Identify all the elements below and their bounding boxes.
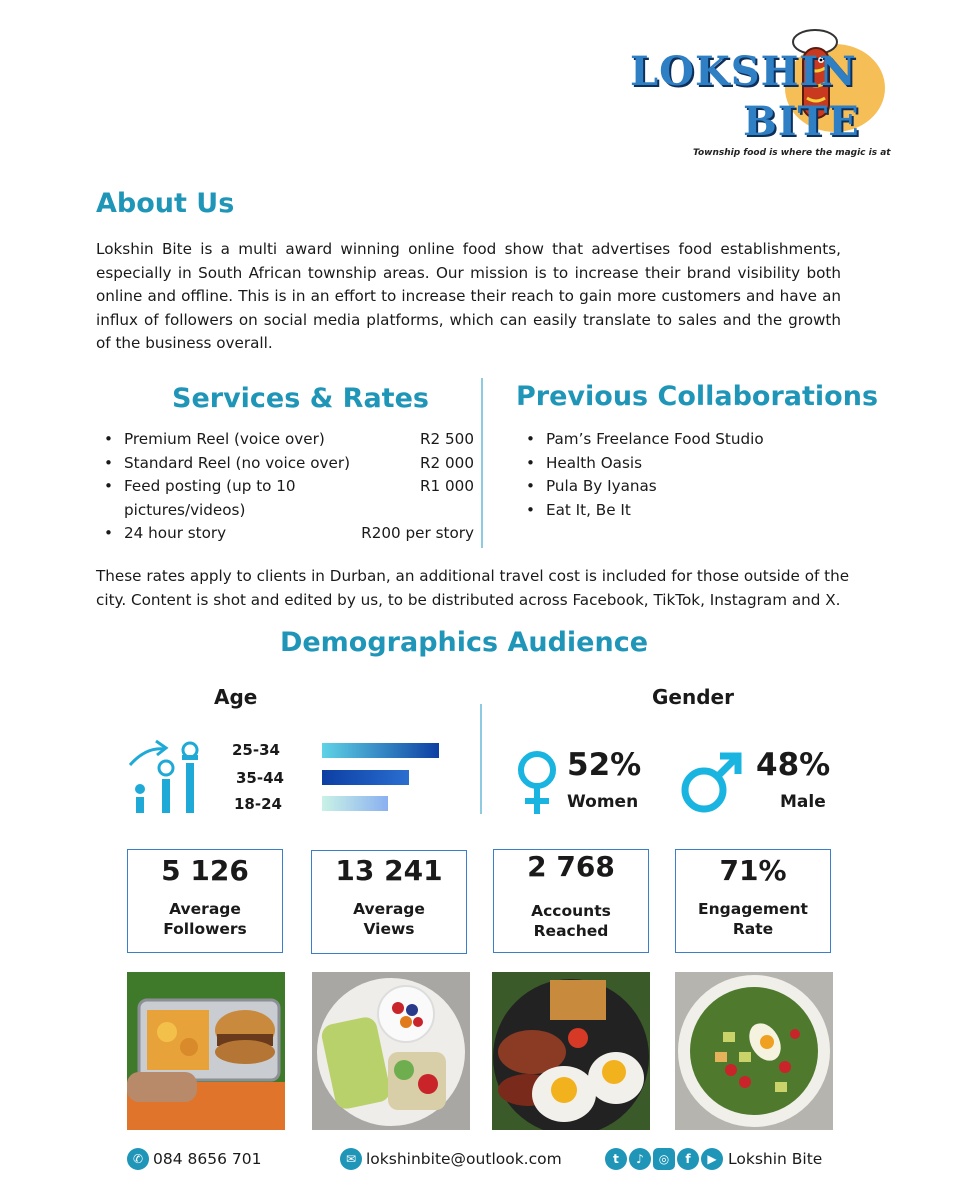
female-icon <box>515 750 559 816</box>
male-label: Male <box>780 792 826 812</box>
email-address: lokshinbite@outlook.com <box>366 1150 562 1168</box>
social-handle: Lokshin Bite <box>728 1150 823 1168</box>
stat-label: Average <box>169 900 241 918</box>
male-percent: 48% <box>756 747 831 783</box>
age-bar <box>322 796 388 811</box>
collaboration-name: Health Oasis <box>546 454 643 472</box>
stat-label: Accounts <box>531 902 611 920</box>
stat-label: Reached <box>533 922 609 940</box>
stat-box-views <box>311 850 467 954</box>
age-label: 18-24 <box>234 795 282 813</box>
age-bar <box>322 743 439 758</box>
bullet-icon: • <box>104 477 113 495</box>
service-price: R2 500 <box>419 430 474 448</box>
age-bar <box>322 770 409 785</box>
stat-box-engagement <box>675 849 831 953</box>
service-name: 24 hour story <box>124 524 227 542</box>
logo-word-lokshin: LOKSHIN <box>630 48 857 95</box>
collaboration-name: Pula By Iyanas <box>546 477 657 495</box>
age-growth-icon <box>126 735 212 815</box>
bullet-icon: • <box>526 430 535 448</box>
collaborations-title: Previous Collaborations <box>516 381 879 412</box>
women-label: Women <box>567 792 639 812</box>
age-label: 35-44 <box>236 769 284 787</box>
food-photo-avocado-toast <box>312 972 470 1130</box>
instagram-icon[interactable]: ◎ <box>653 1148 675 1170</box>
stat-box-followers <box>127 849 283 953</box>
logo-tagline: Township food is where the magic is at <box>693 148 891 158</box>
stat-value: 71% <box>719 854 787 887</box>
rates-note: These rates apply to clients in Durban, an additional travel cost is included for those outside of the city. Content is shot and edited by us, to be distributed across Facebook, TikTok, Instagram and X. <box>96 567 850 609</box>
section-divider <box>481 378 483 548</box>
bullet-icon: • <box>104 454 113 472</box>
service-name: Feed posting (up to 10 pictures/videos) <box>124 477 296 519</box>
logo-word-bite: BITE <box>743 98 860 145</box>
collaboration-name: Eat It, Be It <box>546 501 631 519</box>
service-name: Premium Reel (voice over) <box>124 430 325 448</box>
service-name: Standard Reel (no voice over) <box>124 454 351 472</box>
footer-email[interactable] <box>340 1148 562 1170</box>
bullet-icon: • <box>526 454 535 472</box>
stat-value: 2 768 <box>527 850 615 883</box>
food-photo-breakfast <box>492 972 650 1130</box>
stat-label: Rate <box>732 920 774 938</box>
brand-logo <box>625 28 891 163</box>
footer-social <box>605 1148 822 1170</box>
collaboration-name: Pam’s Freelance Food Studio <box>546 430 764 448</box>
tiktok-icon[interactable]: ♪ <box>629 1148 651 1170</box>
stat-value: 5 126 <box>161 854 249 887</box>
about-text: Lokshin Bite is a multi award winning online food show that advertises food establishments, especially in South African township areas. Our mission is to increase their brand visibility both online and offline. This is in an effort to increase their reach to gain more customers and have an influx of followers on social media platforms, which can easily translate to sales and the growth of the business overall. <box>96 240 841 353</box>
stat-label: Average <box>353 900 425 918</box>
youtube-icon[interactable]: ▶ <box>701 1148 723 1170</box>
facebook-icon[interactable]: f <box>677 1148 699 1170</box>
bullet-icon: • <box>104 430 113 448</box>
women-percent: 52% <box>567 747 642 783</box>
age-label: 25-34 <box>232 741 280 759</box>
bullet-icon: • <box>104 524 113 542</box>
twitter-icon[interactable]: t <box>605 1148 627 1170</box>
food-photo-salad <box>675 972 833 1130</box>
demographics-divider <box>480 704 482 814</box>
age-title: Age <box>214 685 258 709</box>
gender-title: Gender <box>652 685 734 709</box>
footer-phone[interactable] <box>127 1148 261 1170</box>
phone-icon: ✆ <box>127 1148 149 1170</box>
stat-label: Views <box>363 920 415 938</box>
stat-label: Followers <box>163 920 247 938</box>
service-price: R1 000 <box>419 477 474 495</box>
phone-number: 084 8656 701 <box>153 1150 262 1168</box>
service-price: R200 per story <box>361 524 474 542</box>
email-icon: ✉ <box>340 1148 362 1170</box>
food-photo-burger <box>127 972 285 1130</box>
service-price: R2 000 <box>419 454 474 472</box>
stat-value: 13 241 <box>335 854 443 887</box>
bullet-icon: • <box>526 501 535 519</box>
stat-label: Engagement <box>698 900 808 918</box>
bullet-icon: • <box>526 477 535 495</box>
demographics-title: Demographics Audience <box>279 627 649 658</box>
about-title: About Us <box>96 188 235 219</box>
services-title: Services & Rates <box>172 383 429 414</box>
stat-box-reached <box>493 849 649 953</box>
male-icon <box>678 750 744 816</box>
